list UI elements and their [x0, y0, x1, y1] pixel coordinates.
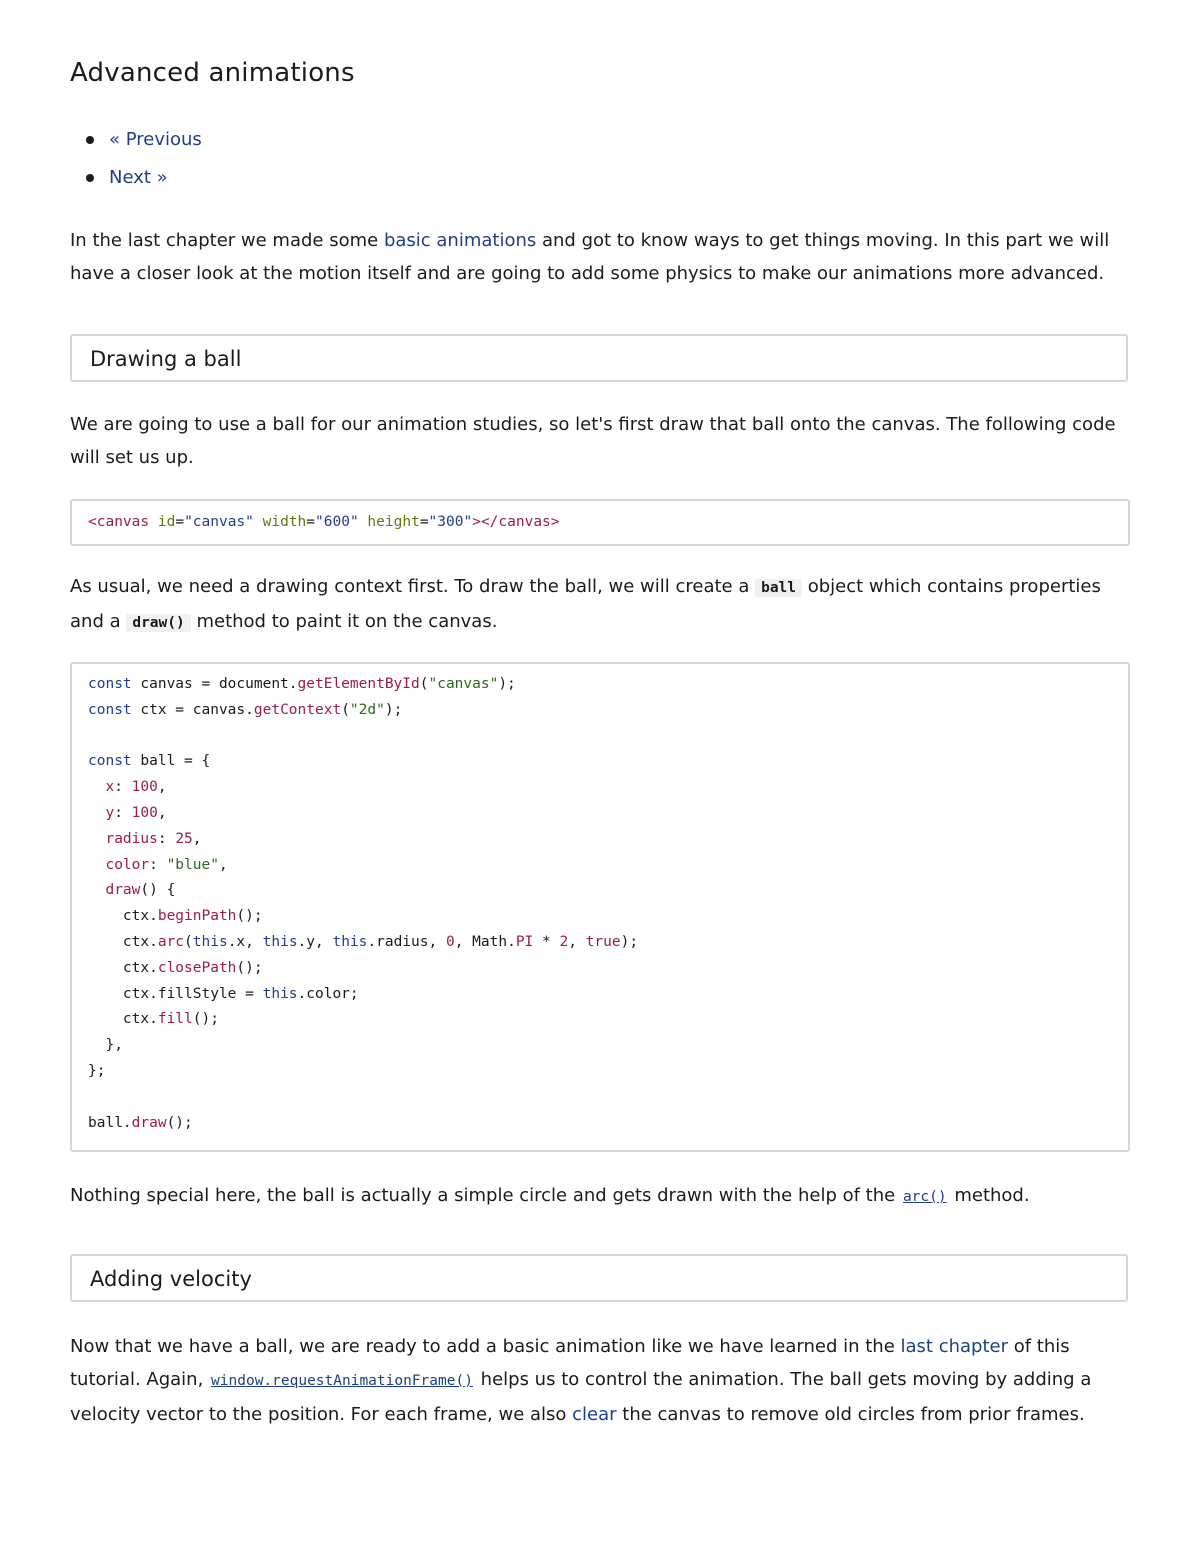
code-token: this [262, 985, 298, 1002]
code-token: }; [88, 1062, 106, 1079]
paragraph-text: helps us to control the animation. The ball gets moving by adding a velocity vector to the position. For each frame, we also [70, 1369, 1092, 1425]
code-token: > [472, 514, 481, 530]
code-token: 100 [131, 779, 158, 796]
code-token: const [88, 753, 132, 770]
code-token: radius [88, 830, 158, 847]
code-token: ); [620, 933, 639, 950]
code-token: x [88, 779, 115, 796]
js-code [88, 672, 638, 1136]
code-token: ( [341, 701, 350, 718]
paragraph-text: object which contains properties and a [70, 576, 1101, 632]
code-token: this [192, 933, 228, 950]
code-token: width [262, 514, 307, 530]
code-token: , [568, 933, 586, 950]
code-token: "blue" [166, 856, 219, 873]
code-token: ctx = canvas. [131, 701, 254, 718]
inline-code-draw: draw() [126, 614, 190, 632]
code-token: ctx. [88, 1011, 158, 1028]
code-token: canvas [498, 514, 551, 530]
code-token: * [533, 933, 560, 950]
code-token: , Math. [454, 933, 516, 950]
drawing-ball-paragraph: We are going to use a ball for our animation studies, so let's first draw that ball onto the canvas. The following code will set us up. [70, 414, 1116, 468]
intro-text: In the last chapter we made some [70, 230, 384, 251]
request-animation-frame-link[interactable]: window.requestAnimationFrame() [211, 1373, 473, 1389]
code-token: ball = { [131, 753, 211, 770]
code-token: canvas [96, 514, 150, 530]
code-token: , [157, 804, 167, 821]
code-token: color [88, 856, 150, 873]
code-token: , [192, 830, 202, 847]
next-link[interactable]: Next » [109, 167, 168, 188]
html-code-block [70, 499, 1130, 546]
code-token: < [88, 514, 97, 530]
code-token: beginPath [157, 908, 237, 925]
arc-paragraph [70, 1179, 1140, 1214]
code-token: "canvas" [428, 676, 499, 692]
js-code-block [70, 662, 1130, 1152]
code-token: .x, [227, 933, 263, 950]
paragraph-text: Nothing special here, the ball is actually a simple circle and gets drawn with the help of the [70, 1185, 901, 1206]
code-token: getElementById [297, 676, 420, 692]
page-title: Advanced animations [70, 58, 355, 88]
section-heading-box [70, 1254, 1128, 1302]
code-token: 2 [559, 933, 569, 950]
code-token: ctx. [88, 908, 158, 925]
code-token: y [88, 804, 115, 821]
code-token: , [157, 779, 167, 796]
code-token: : [149, 856, 167, 873]
code-token: .color; [297, 985, 359, 1002]
code-token: id [157, 514, 176, 530]
code-token: 0 [445, 933, 455, 950]
code-token: 100 [131, 804, 158, 821]
html-code: <canvas id="canvas" width="600" height="300"></canvas> [88, 514, 560, 530]
intro-paragraph [70, 224, 1140, 290]
code-token: const [88, 676, 132, 692]
code-token: (); [236, 959, 263, 976]
code-token: canvas = document. [131, 676, 298, 692]
code-token: ctx. [88, 959, 158, 976]
code-token: arc [157, 933, 185, 950]
code-token: > [550, 514, 560, 530]
code-token: closePath [157, 959, 237, 976]
nav-item-next [70, 164, 202, 202]
code-token: : [114, 779, 132, 796]
context-paragraph [70, 570, 1140, 640]
code-token: .y, [297, 933, 333, 950]
paragraph-text: method to paint it on the canvas. [190, 611, 498, 632]
previous-link[interactable]: « Previous [109, 129, 202, 150]
bullet-icon [86, 136, 94, 144]
code-token: ball. [88, 1114, 132, 1131]
code-token: const [88, 701, 132, 718]
intro-text: and got to know ways to get things moving. In this part we will have a closer look at the motion itself and are going to add some physics to make our animations more advanced. [70, 230, 1110, 284]
pagination-nav [70, 126, 202, 202]
inline-code-ball: ball [755, 579, 802, 597]
code-token: () { [140, 882, 176, 899]
code-token: : [157, 830, 176, 847]
paragraph-text: of this tutorial. Again, [70, 1336, 1070, 1390]
code-token: "600" [315, 514, 359, 530]
code-token: (); [236, 908, 263, 925]
code-token: getContext [253, 701, 342, 718]
code-token: (); [166, 1114, 193, 1131]
nav-item-previous [70, 126, 202, 164]
code-token: "2d" [349, 701, 385, 718]
code-token: ( [419, 676, 429, 692]
code-token: draw [88, 882, 141, 899]
code-token: </ [480, 514, 499, 530]
code-token: (); [192, 1011, 219, 1028]
code-token: : [114, 804, 132, 821]
code-token: "300" [428, 514, 473, 530]
section-heading-adding-velocity: Adding velocity [90, 1267, 252, 1291]
code-token: .radius, [367, 933, 446, 950]
code-token: ctx. [88, 933, 158, 950]
arc-method-link[interactable]: arc() [902, 1189, 947, 1205]
code-token: this [262, 933, 298, 950]
last-chapter-link[interactable]: last chapter [900, 1336, 1008, 1357]
paragraph-text: Now that we have a ball, we are ready to add a basic animation like we have learned in the [70, 1336, 901, 1357]
code-token: "canvas" [184, 514, 254, 530]
code-token: draw [131, 1114, 167, 1131]
paragraph-text: the canvas to remove old circles from prior frames. [616, 1404, 1085, 1425]
velocity-paragraph [70, 1330, 1140, 1431]
code-token: ( [184, 933, 193, 950]
section-heading-box [70, 334, 1128, 382]
code-token: 25 [175, 830, 193, 847]
code-token: }, [88, 1037, 123, 1054]
bullet-icon [86, 174, 94, 182]
paragraph-text: method. [948, 1185, 1030, 1206]
code-token: fill [157, 1011, 193, 1028]
paragraph-text: As usual, we need a drawing context first. To draw the ball, we will create a [70, 576, 756, 597]
code-token: , [218, 856, 228, 873]
code-token: ); [498, 676, 516, 692]
clear-link[interactable]: clear [572, 1404, 617, 1425]
code-token: true [585, 933, 621, 950]
code-token: height [367, 514, 420, 530]
code-token: PI [515, 933, 534, 950]
code-token: ctx.fillStyle = [88, 985, 263, 1002]
section-heading-drawing-a-ball: Drawing a ball [90, 347, 242, 371]
code-token: ); [384, 701, 403, 718]
basic-animations-link[interactable]: basic animations [383, 230, 537, 251]
code-token: this [332, 933, 368, 950]
